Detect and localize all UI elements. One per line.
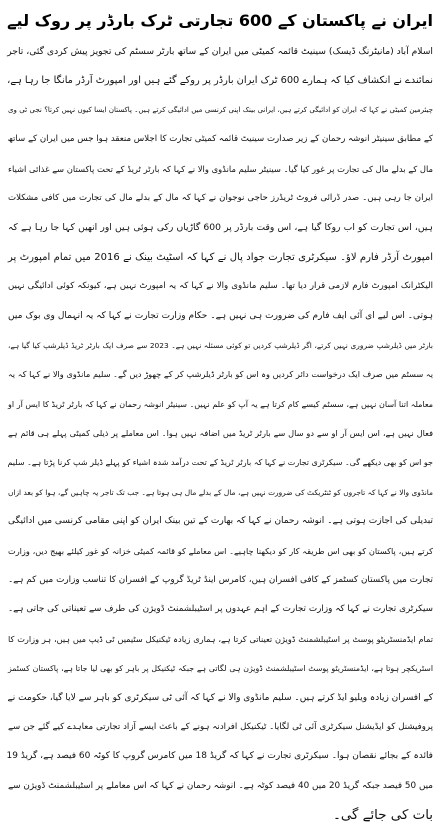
article-line: نمائندے نے انکشاف کیا کہ ہمارے 600 ٹرک ایران بارڈر پر روکے گئے ہیں اور امپورٹ آرڈر مانگا جا رہا ہے، — [7, 75, 433, 87]
article-line: فعال نہیں ہے، اس ایس آر او سے دو سال سے بارٹر ٹریڈ میں اضافہ نہیں ہوا۔ اس معاملے پر ذیلی کمیٹی پہلے ہی قائم ہے — [8, 428, 433, 439]
article-line: مانڈوی والا نے کہا کہ تاجروں کو ٹنٹریکٹ کی ضرورت نہیں ہے، مال کے بدلے مال ہی ہوتا ہے۔ جب تک تاجر یہ چاہیں گے، ہوا کو بعد ازاں — [8, 487, 433, 497]
article-line: تمام ایڈمنسٹریٹو پوسٹ پر اسٹیبلشمنٹ ڈویژن تعیناتی کرتا ہے، ہماری زیادہ ٹیکنیکل سٹیمیں ٹی ڈیپ میں ہیں، ہر وزارت کا — [8, 633, 433, 644]
article-line: اسلام آباد (مانیٹرنگ ڈیسک) سینیٹ قائمہ کمیٹی میں ایران کے ساتھ بارٹر سسٹم کی تجویز پیش کردی گئی، تاجر — [7, 46, 433, 57]
article-line: اسٹریکچر ہوتا ہے، ایڈمنسٹریٹو پوسٹ اسٹیبلشمنٹ ڈویژن ہی لگاتی ہے جبکہ ٹیکنیکل پر باہر کو بھی لیا جاتا ہے، پاکستان کسٹمز — [8, 664, 433, 674]
article-line: معاملہ اتنا آسان نہیں ہے، سسٹم کیسے کام کرتا ہے یہ آپ کو علم نہیں۔ سینیٹر انوشہ رحمان نے کہا کہ بارٹر ٹریڈ کا ایس آر او — [8, 399, 433, 409]
article-line: چیئرمین کمیٹی نے کہا کہ ایران کو ادائیگی کرتے ہیں، ایرانی بینک اپنی کرنسی میں ادائیگی کرتے ہیں۔ پاکستان ایسا کیوں نہیں کرتا؟ نجی ٹی وی — [8, 105, 433, 114]
article-line: بارٹر میں ڈیلرشپ ضروری نہیں کرتے، اگر ڈیلرشپ کردیں تو کوئی مسئلہ نہیں ہے۔ 2023 سے صرف ایک بارٹر ٹریڈ ڈیلرشپ کیا گیا ہے، — [8, 340, 433, 350]
article-line: بات کی جائے گی۔ — [332, 808, 433, 824]
article-line: تبدیلی کی اجازت ہوتی ہے۔ انوشہ رحمان نے کہا کہ بھارت کے تین بینک ایران کو اپنی مقامی کرنسی میں ادائیگی — [8, 516, 433, 527]
article-line: مال کے بدلے مال کی تجارت پر غور کیا گیا۔ سینیٹر سلیم مانڈوی والا نے کہا کہ بارٹر ٹریڈ کے تحت پاکستان سے غذائی اشیاء — [8, 163, 433, 174]
article-line: کرتے ہیں، پاکستان کو بھی اس طریقہ کار کو دیکھنا چاہیے۔ اس معاملے کو قائمہ کمیٹی خزانہ کو غور کیلئے بھیج دیں، وزارت — [8, 545, 433, 556]
article-body — [8, 37, 433, 831]
article-line: کے افسران زیادہ ویلیو ایڈ کرتے ہیں۔ سلیم مانڈوی والا نے کہا کہ آئی ٹی سیکرٹری کو باہر سے لایا گیا، حکومت نے — [7, 692, 433, 703]
article-line: یہ سسٹم میں صرف ایک درخواست دائر کردیں وہ اس کو بارٹر ڈیلرشپ کر کے چھوڑ دیں گے۔ سلیم مانڈوی والا نے کہا کہ یہ — [8, 369, 433, 380]
article-line: جو اس کو بھی دیکھے گی۔ سیکرٹری تجارت نے کہا کہ بارٹر ٹریڈ کے تحت درآمد شدہ اشیاء کو پہلے ڈیلر شپ کرنا پڑتا ہے۔ سلیم — [7, 458, 433, 468]
article-line: کے مطابق سینیٹر انوشہ رحمان کے زیر صدارت سینیٹ قائمہ کمیٹی تجارت کا اجلاس منعقد ہوا جس میں ایران کے ساتھ — [7, 134, 433, 145]
article-headline: ایران نے پاکستان کے 600 تجارتی ٹرک بارڈر پر روک لیے — [7, 11, 433, 30]
article-line: ہیں، اس تجارت کو اب روکا گیا ہے، اس وقت بارڈر پر 600 گاڑیاں رکی ہوئی ہیں اور انھیں کہا جا رہا ہے کہ — [8, 222, 433, 234]
article-line: الیکٹرانک امپورٹ فارم لازمی قرار دیا تھا۔ سلیم مانڈوی والا نے کہا کہ یہ امپورٹ نہیں ہے، کیونکہ کوئی ادائیگی نہیں — [8, 281, 433, 292]
article-line: پروفیشنل کو ایڈیشنل سیکرٹری آئی ٹی لگایا۔ ٹیکنیکل افرادنہ ہونے کے باعث ایسے آزاد تجارتی معاہدے کیے گئے جن سے — [8, 721, 433, 732]
article-line: فائدہ کے بجائے نقصان ہوا۔ سیکرٹری تجارت نے کہا کہ گریڈ 18 میں کامرس گروپ کا کوٹہ 60 فیصد ہے، گریڈ 19 — [6, 751, 433, 762]
article-line: میں 50 فیصد جبکہ گریڈ 20 میں 40 فیصد کوٹہ ہے۔ انوشہ رحمان نے کہا کہ اس معاملے پر اسٹیبلشمنٹ ڈویژن سے — [8, 780, 434, 791]
article-line: ہوتی۔ اس لیے ای آئی ایف فارم کی ضرورت ہی نہیں ہے۔ حکام وزارت تجارت نے کہا کہ یہ انہمال وی بوک میں — [8, 310, 433, 321]
article-line: ایران جا رہی ہیں۔ صدر ڈرائی فروٹ ٹریڈرز حاجی نوجوان نے کہا کہ مال کے بدلے مال کی تجارت میں کافی مشکلات — [8, 192, 433, 203]
article-line: امپورٹ آرڈر فارم لاؤ۔ سیکرٹری تجارت جواد پال نے کہا کہ اسٹیٹ بینک نے 2016 میں تمام امپورٹ پر — [8, 251, 434, 263]
article-line: تجارت میں پاکستان کسٹمز کے کافی افسران ہیں، کامرس اینڈ ٹریڈ گروپ کے افسران کا تناسب وزارت میں کم ہے۔ — [8, 575, 433, 586]
article-line: سیکرٹری تجارت نے کہا کہ وزارت تجارت کے اہم عہدوں پر اسٹیبلشمنٹ ڈویژن کی طرف سے تعیناتی کی جاتی ہے۔ — [8, 604, 433, 615]
